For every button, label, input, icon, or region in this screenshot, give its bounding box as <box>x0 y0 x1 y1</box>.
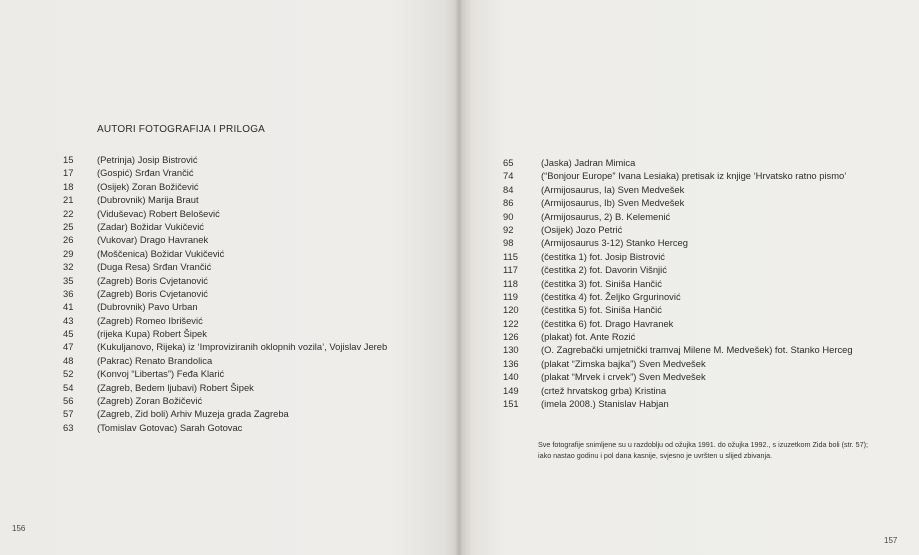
credit-text: (čestitka 3) fot. Siniša Hančić <box>541 277 662 289</box>
credit-text: (O. Zagrebački umjetnički tramvaj Milene M. Medvešek) fot. Stanko Herceg <box>541 344 853 356</box>
credit-page-number: 29 <box>63 247 74 259</box>
credit-page-number: 92 <box>503 223 514 235</box>
credit-page-number: 21 <box>63 194 74 206</box>
credit-entry <box>503 330 853 343</box>
credit-entry <box>503 156 853 169</box>
credit-entry <box>503 250 853 263</box>
credit-page-number: 56 <box>63 395 74 407</box>
credit-text: (čestitka 1) fot. Josip Bistrović <box>541 250 665 262</box>
credit-entry <box>63 314 387 327</box>
credit-page-number: 43 <box>63 314 74 326</box>
credit-entry <box>503 223 853 236</box>
credit-page-number: 86 <box>503 197 514 209</box>
credit-page-number: 84 <box>503 183 514 195</box>
credit-page-number: 98 <box>503 237 514 249</box>
credit-entry <box>503 210 853 223</box>
credit-text: (Armijosaurus, Ia) Sven Medvešek <box>541 183 685 195</box>
credit-page-number: 120 <box>503 304 519 316</box>
credit-text: (Armijosaurus 3-12) Stanko Herceg <box>541 237 688 249</box>
credit-page-number: 41 <box>63 301 74 313</box>
credit-page-number: 48 <box>63 354 74 366</box>
credit-text: (Gospić) Srđan Vrančić <box>97 167 194 179</box>
page-heading: AUTORI FOTOGRAFIJA I PRILOGA <box>97 124 266 135</box>
credit-entry <box>63 166 387 179</box>
credit-entry <box>503 183 853 196</box>
credit-page-number: 65 <box>503 157 514 168</box>
footnote: Sve fotografije snimljene su u razdoblju od ožujka 1991. do ožujka 1992., s izuzetkom Zida boli (str. 57); iako nastao godinu i pol dana kasnije, svjesno je uvršten u slijed zbivanja. <box>538 440 869 460</box>
credit-entry <box>503 317 853 330</box>
credit-entry <box>63 367 387 380</box>
credit-entry <box>503 290 853 303</box>
credit-entry <box>503 397 853 410</box>
page-number-right: 157 <box>884 536 898 545</box>
credit-entry <box>63 180 387 193</box>
credit-page-number: 25 <box>63 220 74 232</box>
credit-page-number: 90 <box>503 210 514 222</box>
credit-text: (Vukovar) Drago Havranek <box>97 234 209 246</box>
credit-text: (plakat “Mrvek i crvek”) Sven Medvešek <box>541 371 706 383</box>
credit-page-number: 117 <box>503 264 518 276</box>
credit-entry <box>503 343 853 356</box>
credit-page-number: 18 <box>63 180 74 192</box>
credit-page-number: 151 <box>503 398 519 410</box>
credit-entry <box>63 247 387 260</box>
credit-page-number: 26 <box>63 234 74 246</box>
credit-text: (Tomislav Gotovac) Sarah Gotovac <box>97 421 243 433</box>
credit-text: (Zagreb, Zid boli) Arhiv Muzeja grada Zagreba <box>97 408 289 420</box>
credit-entry <box>503 263 853 276</box>
credit-entry <box>63 421 387 434</box>
credit-text: (Zadar) Božidar Vukičević <box>97 220 204 232</box>
credit-entry <box>63 381 387 394</box>
credit-page-number: 17 <box>63 167 74 179</box>
credit-entry <box>63 407 387 420</box>
credit-page-number: 57 <box>63 408 74 420</box>
credit-page-number: 47 <box>63 341 74 353</box>
credit-entry <box>503 357 853 370</box>
credit-page-number: 149 <box>503 384 519 396</box>
credit-entry <box>503 236 853 249</box>
credit-entry <box>63 394 387 407</box>
credit-page-number: 32 <box>63 261 74 273</box>
credit-entry <box>503 169 853 182</box>
credit-text: (rijeka Kupa) Robert Šipek <box>97 328 207 340</box>
credit-text: (Duga Resa) Srđan Vrančić <box>97 261 212 273</box>
credit-entry <box>503 277 853 290</box>
credit-text: (čestitka 2) fot. Davorin Višnjić <box>541 264 667 276</box>
credit-text: (Armijosaurus, 2) B. Kelemenić <box>541 210 671 222</box>
credit-text: (“Bonjour Europe” Ivana Lesiaka) pretisak iz knjige ‘Hrvatsko ratno pismo’ <box>541 170 847 182</box>
credit-page-number: 130 <box>503 344 519 356</box>
credit-page-number: 63 <box>63 421 74 433</box>
credit-entry <box>503 196 853 209</box>
book-gutter <box>455 0 463 555</box>
credit-entry <box>63 153 387 166</box>
credit-page-number: 35 <box>63 274 74 286</box>
credit-text: (Armijosaurus, Ib) Sven Medvešek <box>541 197 685 209</box>
credit-text: (imela 2008.) Stanislav Habjan <box>541 398 669 410</box>
credit-page-number: 45 <box>63 328 74 340</box>
credit-entry <box>503 370 853 383</box>
credit-text: (Konvoj “Libertas”) Feđa Klarić <box>97 368 225 380</box>
credit-text: (Jaska) Jadran Mimica <box>541 157 636 168</box>
credit-text: (Moščenica) Božidar Vukičević <box>97 247 225 259</box>
credit-page-number: 126 <box>503 331 519 343</box>
page-number-left: 156 <box>12 524 26 533</box>
credit-entry <box>503 303 853 316</box>
credit-text: (Zagreb) Boris Cvjetanović <box>97 274 208 286</box>
credit-entry <box>63 193 387 206</box>
credit-text: (Osijek) Jozo Petrić <box>541 223 623 235</box>
credit-text: (Zagreb) Zoran Božičević <box>97 395 203 407</box>
credit-text: (Zagreb) Boris Cvjetanović <box>97 287 208 299</box>
credit-entry <box>63 207 387 220</box>
credit-page-number: 74 <box>503 170 514 182</box>
credit-page-number: 15 <box>63 154 74 165</box>
credit-text: (čestitka 6) fot. Drago Havranek <box>541 317 674 329</box>
credit-text: (čestitka 5) fot. Siniša Hančić <box>541 304 662 316</box>
credit-entry <box>63 287 387 300</box>
credit-page-number: 115 <box>503 250 518 262</box>
credit-text: (Zagreb, Bedem ljubavi) Robert Šipek <box>97 381 254 393</box>
credit-page-number: 122 <box>503 317 519 329</box>
credit-entry <box>63 233 387 246</box>
credit-text: (čestitka 4) fot. Željko Grgurinović <box>541 290 681 302</box>
left-credits-list <box>63 153 387 434</box>
credit-page-number: 52 <box>63 368 74 380</box>
credit-text: (Dubrovnik) Pavo Urban <box>97 301 198 313</box>
credit-entry <box>63 340 387 353</box>
credit-page-number: 54 <box>63 381 74 393</box>
credit-page-number: 119 <box>503 290 518 302</box>
credit-text: (Viduševac) Robert Belošević <box>97 207 220 219</box>
credit-text: (Kukuljanovo, Rijeka) iz ‘Improviziranih oklopnih vozila’, Vojislav Jereb <box>97 341 388 353</box>
credit-entry <box>503 384 853 397</box>
credit-entry <box>63 354 387 367</box>
credit-text: (Osijek) Zoran Božičević <box>97 180 199 192</box>
credit-text: (Petrinja) Josip Bistrović <box>97 154 198 165</box>
credit-text: (plakat “Zimska bajka”) Sven Medvešek <box>541 357 706 369</box>
credit-entry <box>63 220 387 233</box>
credit-text: (Dubrovnik) Marija Braut <box>97 194 199 206</box>
credit-text: (crtež hrvatskog grba) Kristina <box>541 384 667 396</box>
credit-text: (plakat) fot. Ante Rozić <box>541 331 636 343</box>
credit-page-number: 36 <box>63 287 74 299</box>
credit-page-number: 136 <box>503 357 519 369</box>
credit-entry <box>63 327 387 340</box>
right-credits-list <box>503 156 853 410</box>
credit-entry <box>63 260 387 273</box>
credit-page-number: 22 <box>63 207 74 219</box>
credit-entry <box>63 274 387 287</box>
credit-entry <box>63 300 387 313</box>
credit-page-number: 140 <box>503 371 519 383</box>
credit-page-number: 118 <box>503 277 518 289</box>
credit-text: (Zagreb) Romeo Ibrišević <box>97 314 203 326</box>
credit-text: (Pakrac) Renato Brandolica <box>97 354 213 366</box>
